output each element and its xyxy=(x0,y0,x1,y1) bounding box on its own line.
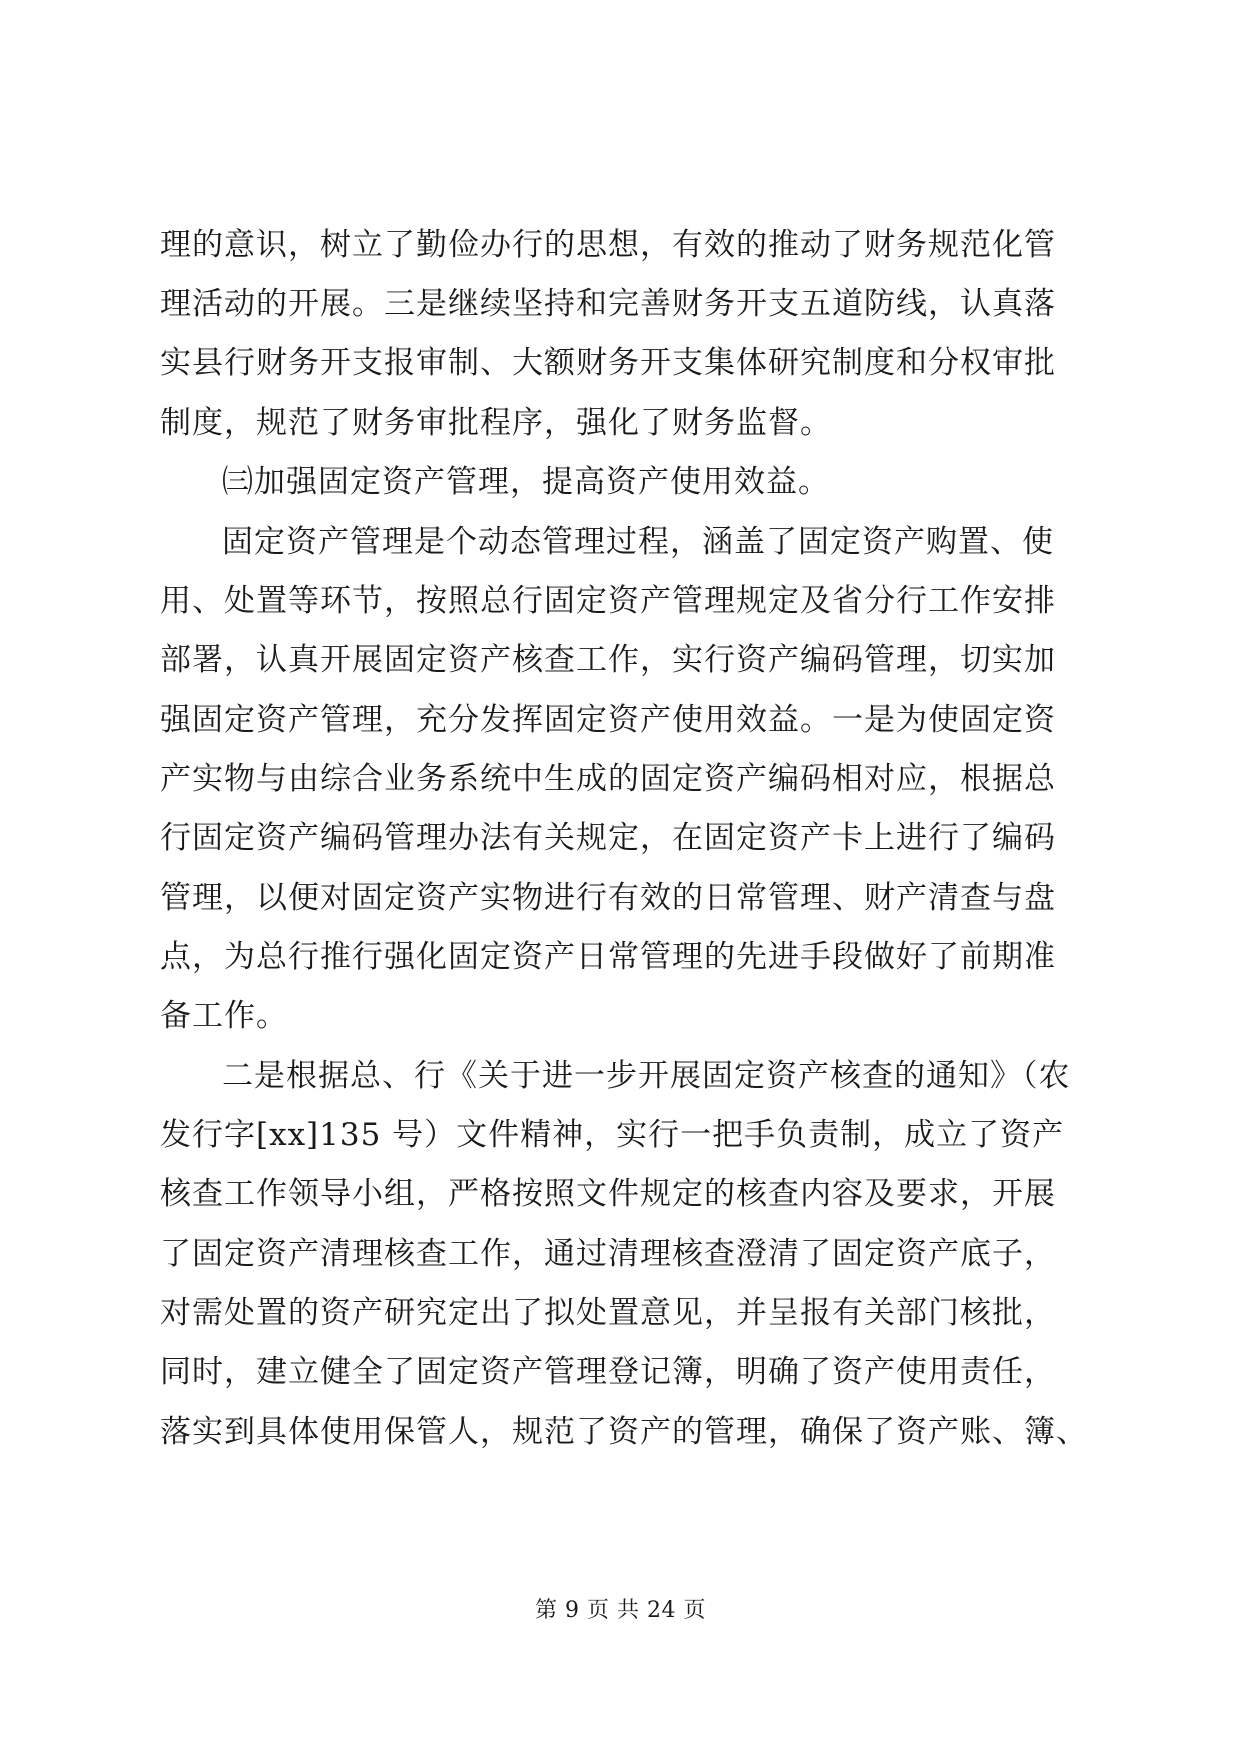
text-line: 点，为总行推行强化固定资产日常管理的先进手段做好了前期准 xyxy=(160,939,1056,975)
text-line: 落实到具体使用保管人，规范了资产的管理，确保了资产账、簿、 xyxy=(160,1414,1088,1450)
text-line: 同时，建立健全了固定资产管理登记簿，明确了资产使用责任， xyxy=(160,1354,1056,1390)
text-line: 固定资产管理是个动态管理过程，涵盖了固定资产购置、使 xyxy=(222,524,1054,560)
text-line: 强固定资产管理，充分发挥固定资产使用效益。一是为使固定资 xyxy=(160,702,1056,738)
text-line: 实县行财务开支报审制、大额财务开支集体研究制度和分权审批 xyxy=(160,345,1056,381)
text-line: 备工作。 xyxy=(160,998,288,1034)
text-line: 对需处置的资产研究定出了拟处置意见，并呈报有关部门核批， xyxy=(160,1295,1056,1331)
text-line: 产实物与由综合业务系统中生成的固定资产编码相对应，根据总 xyxy=(160,761,1056,797)
text-line: 理活动的开展。三是继续坚持和完善财务开支五道防线，认真落 xyxy=(160,286,1056,322)
text-line: 行固定资产编码管理办法有关规定，在固定资产卡上进行了编码 xyxy=(160,820,1056,856)
text-line: 理的意识，树立了勤俭办行的思想，有效的推动了财务规范化管 xyxy=(160,227,1056,263)
page-number-footer: 第 9 页 共 24 页 xyxy=(535,1598,706,1623)
text-line: 制度，规范了财务审批程序，强化了财务监督。 xyxy=(160,405,832,441)
text-line: 核查工作领导小组，严格按照文件规定的核查内容及要求，开展 xyxy=(160,1176,1056,1212)
text-line: 管理，以便对固定资产实物进行有效的日常管理、财产清查与盘 xyxy=(160,880,1056,916)
section-heading: ㈢加强固定资产管理，提高资产使用效益。 xyxy=(222,464,830,500)
text-line: 发行字[xx]135 号）文件精神，实行一把手负责制，成立了资产 xyxy=(160,1117,1065,1153)
text-line: 部署，认真开展固定资产核查工作，实行资产编码管理，切实加 xyxy=(160,642,1056,678)
text-line: 用、处置等环节，按照总行固定资产管理规定及省分行工作安排 xyxy=(160,583,1056,619)
text-line: 了固定资产清理核查工作，通过清理核查澄清了固定资产底子， xyxy=(160,1236,1056,1272)
text-line: 二是根据总、行《关于进一步开展固定资产核查的通知》（农 xyxy=(222,1058,1071,1094)
